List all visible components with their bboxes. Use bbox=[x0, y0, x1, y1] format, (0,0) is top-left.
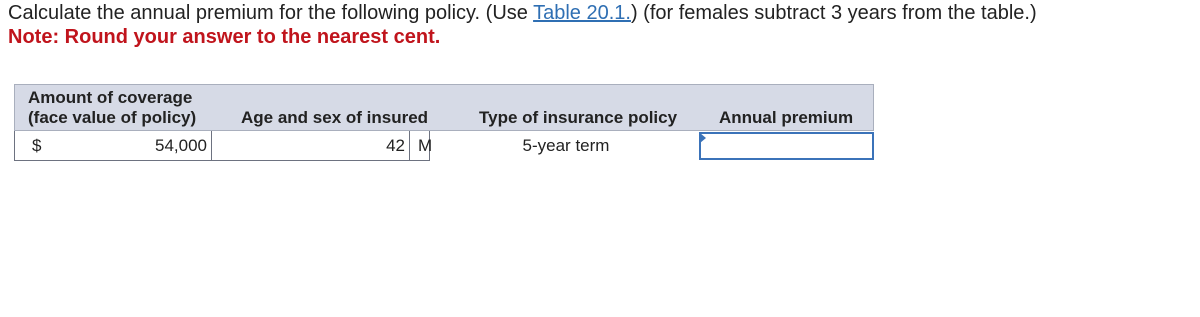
header-coverage-line2: (face value of policy) bbox=[28, 108, 197, 127]
cell-border-left bbox=[14, 131, 15, 161]
cell-border-age-sex bbox=[409, 131, 410, 161]
header-coverage-line1: Amount of coverage bbox=[28, 88, 193, 107]
policy-type-value: 5-year term bbox=[522, 136, 610, 155]
header-annual-premium: Annual premium bbox=[719, 108, 854, 127]
currency-symbol: $ bbox=[32, 136, 42, 155]
row-bottom-line-age bbox=[211, 160, 429, 161]
header-age-sex: Age and sex of insured bbox=[241, 108, 429, 127]
policy-table bbox=[14, 84, 874, 162]
insured-age: 42 bbox=[386, 136, 405, 155]
row-bottom-line-coverage bbox=[14, 160, 211, 161]
insured-sex: M bbox=[418, 136, 433, 155]
coverage-amount: 54,000 bbox=[155, 136, 207, 155]
question-prefix: Calculate the annual premium for the following policy. (Use bbox=[8, 2, 534, 24]
header-policy-type: Type of insurance policy bbox=[479, 108, 678, 127]
question-suffix: ) (for females subtract 3 years from the table.) bbox=[630, 2, 1037, 24]
cell-border-coverage bbox=[211, 131, 212, 161]
rounding-note: Note: Round your answer to the nearest cent. bbox=[8, 26, 441, 48]
question-text bbox=[8, 1, 1037, 25]
annual-premium-input[interactable] bbox=[699, 132, 874, 160]
table-20-1-link[interactable]: Table 20.1. bbox=[533, 2, 631, 24]
input-focus-marker-icon bbox=[700, 133, 706, 143]
